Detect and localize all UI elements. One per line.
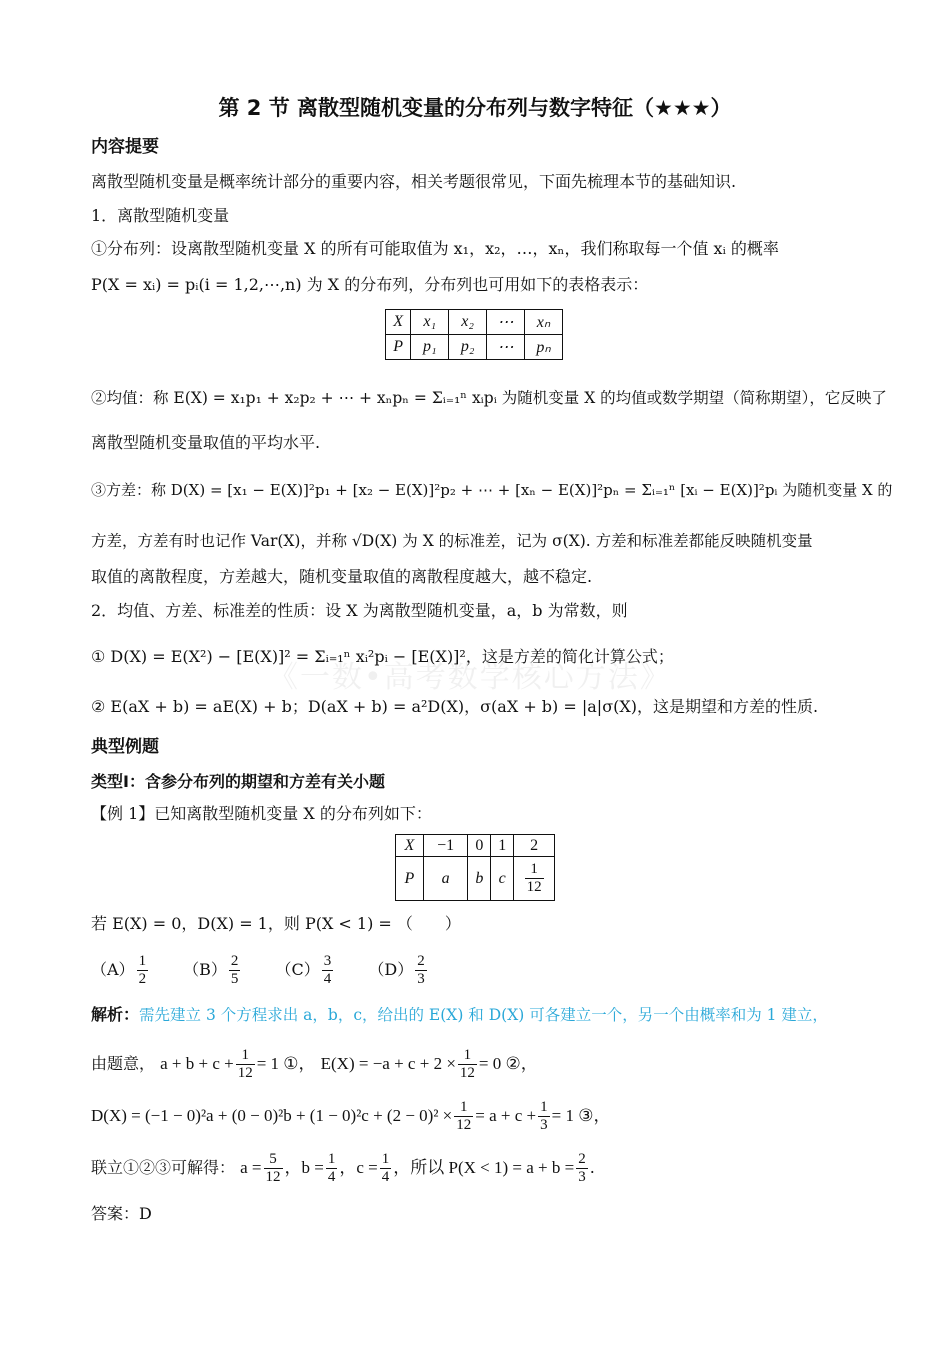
- table-cell: X: [386, 310, 411, 335]
- item-2-heading: 2．均值、方差、标准差的性质：设 X 为离散型随机变量，a，b 为常数，则: [91, 601, 628, 620]
- analysis-label: 解析：: [91, 1005, 140, 1024]
- option-a[interactable]: （A） $\frac{1}{2}$: [91, 953, 147, 987]
- table-cell: x₁: [411, 310, 449, 335]
- solution-line: 联立①②③可解得： a = $\frac{5}{12}$ ，b = $\frac{1}{4}$ ，c = $\frac{1}{4}$ ，所以 P(X < 1) = a + b = $\frac{2}{3}$ .: [91, 1151, 595, 1185]
- distribution-line-2: P(X = xᵢ) = pᵢ(i = 1,2,⋯,n) 为 X 的分布列，分布列也可用如下的表格表示：: [91, 275, 649, 294]
- distribution-line-1: ①分布列：设离散型随机变量 X 的所有可能取值为 x₁，x₂，…，xₙ，我们称取每一个值 xᵢ 的概率: [91, 239, 779, 258]
- property-1: ① D(X) = E(X²) − [E(X)]² = Σᵢ₌₁ⁿ xᵢ²pᵢ − [E(X)]²，这是方差的简化计算公式；: [91, 647, 674, 666]
- table-cell: X: [396, 835, 424, 857]
- table-cell: p₂: [449, 335, 487, 360]
- variance-line-1: ③方差：称 D(X) = [x₁ − E(X)]²p₁ + [x₂ − E(X)]²p₂ + ⋯ + [xₙ − E(X)]²pₙ = Σᵢ₌₁ⁿ [xᵢ − E(X)]²pᵢ 为随机变量 X 的: [91, 481, 893, 499]
- example-1-stem: 【例 1】已知离散型随机变量 X 的分布列如下：: [91, 804, 432, 823]
- type-1-heading: 类型Ⅰ：含参分布列的期望和方差有关小题: [91, 772, 385, 791]
- section-heading-summary: 内容提要: [91, 137, 159, 157]
- table-cell: a: [423, 857, 468, 901]
- table-cell: p₁: [411, 335, 449, 360]
- option-b[interactable]: （B） $\frac{2}{5}$: [183, 953, 239, 987]
- table-cell: 2: [514, 835, 555, 857]
- table-cell: ⋯: [487, 310, 525, 335]
- option-c[interactable]: （C） $\frac{3}{4}$: [275, 953, 332, 987]
- option-d[interactable]: （D） $\frac{2}{3}$: [368, 953, 425, 987]
- analysis-line: [91, 1004, 828, 1026]
- item-1-heading: 1．离散型随机变量: [91, 206, 230, 225]
- table-cell: P: [386, 335, 411, 360]
- mean-line-2: 离散型随机变量取值的平均水平.: [91, 433, 321, 452]
- variance-line-2: 方差，方差有时也记作 Var(X)，并称 √D(X) 为 X 的标准差，记为 σ(X). 方差和标准差都能反映随机变量: [91, 532, 813, 550]
- mean-line-1: ②均值：称 E(X) = x₁p₁ + x₂p₂ + ⋯ + xₙpₙ = Σᵢ₌₁ⁿ xᵢpᵢ 为随机变量 X 的均值或数学期望（简称期望），它反映了: [91, 389, 887, 407]
- table-cell: 0: [468, 835, 491, 857]
- table-cell: b: [468, 857, 491, 901]
- table-cell: −1: [423, 835, 468, 857]
- summary-intro: 离散型随机变量是概率统计部分的重要内容，相关考题很常见，下面先梳理本节的基础知识.: [91, 172, 737, 191]
- table-cell: ⋯: [487, 335, 525, 360]
- page-title: 第 2 节 离散型随机变量的分布列与数字特征（★★★）: [218, 96, 732, 120]
- table-cell: x₂: [449, 310, 487, 335]
- table-cell: xₙ: [525, 310, 563, 335]
- distribution-table: [385, 309, 563, 360]
- watermark: 《一数•高考数学核心方法》: [268, 660, 672, 695]
- table-cell: P: [396, 857, 424, 901]
- equation-line-1: 由题意， a + b + c + $\frac{1}{12}$ = 1 ①， E(X) = −a + c + 2 × $\frac{1}{12}$ = 0 ②，: [91, 1047, 538, 1081]
- table-cell: [514, 857, 555, 901]
- equation-line-2: D(X) = (−1 − 0)²a + (0 − 0)²b + (1 − 0)²c + (2 − 0)² × $\frac{1}{12}$ = a + c + $\frac{1}{3}$ = 1 ③，: [91, 1099, 611, 1133]
- answer-line: 答案：D: [91, 1204, 152, 1223]
- section-heading-examples: 典型例题: [91, 737, 159, 757]
- table-cell: pₙ: [525, 335, 563, 360]
- answer-options: [91, 950, 457, 990]
- example-distribution-table: [395, 834, 555, 901]
- question-text: 若 E(X) = 0，D(X) = 1，则 P(X < 1) = （ ）: [91, 914, 461, 933]
- table-cell: c: [491, 857, 514, 901]
- fraction: $\frac{1}{12}$: [526, 861, 542, 895]
- table-cell: 1: [491, 835, 514, 857]
- property-2: ② E(aX + b) = aE(X) + b；D(aX + b) = a²D(X)，σ(aX + b) = |a|σ(X)，这是期望和方差的性质.: [91, 697, 819, 716]
- variance-line-3: 取值的离散程度，方差越大，随机变量取值的离散程度越大，越不稳定.: [91, 567, 593, 586]
- analysis-hint: 需先建立 3 个方程求出 a，b，c，给出的 E(X) 和 D(X) 可各建立一个，另一个由概率和为 1 建立，: [139, 1006, 828, 1024]
